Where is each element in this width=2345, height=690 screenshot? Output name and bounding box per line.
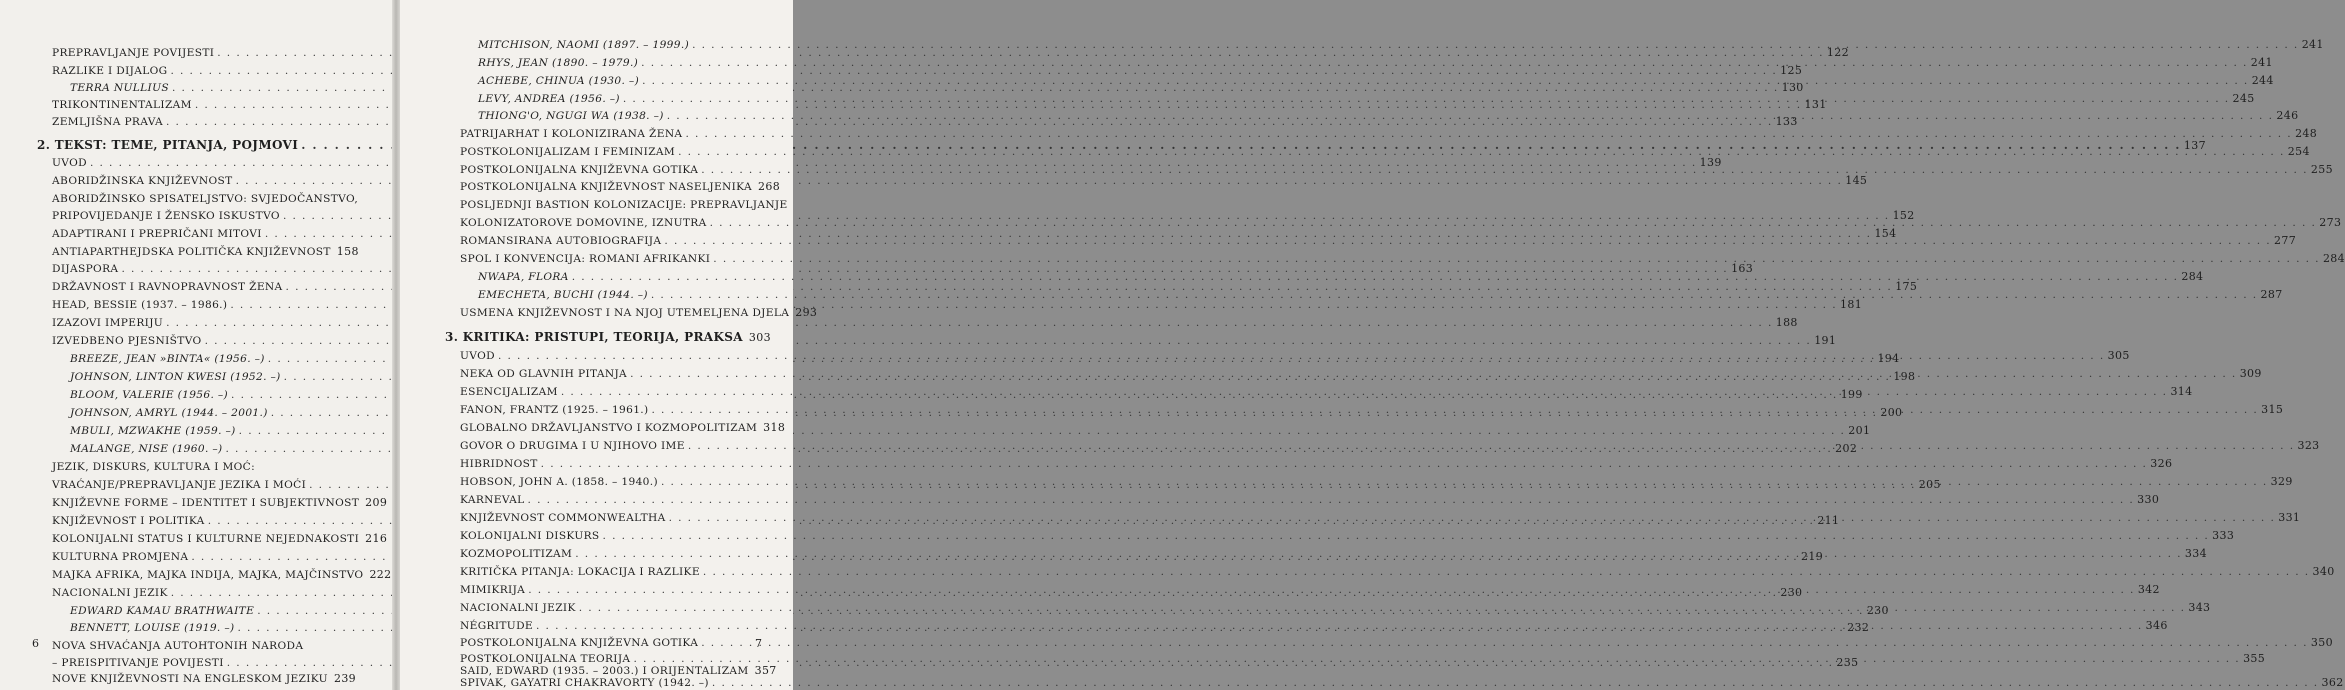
leader-dots bbox=[623, 92, 2230, 106]
toc-entry[interactable]: KOZMOPOLITIZAM . . . 334 bbox=[460, 547, 760, 561]
toc-entry[interactable]: ZEMLJIŠNA PRAVA . . . 133 bbox=[52, 115, 352, 129]
leader-dots bbox=[701, 636, 2308, 650]
toc-entry[interactable]: SPOL I KONVENCIJA: ROMANI AFRIKANKI . . . 284 bbox=[460, 252, 760, 266]
toc-entry-continued[interactable]: NOVA SHVAĆANJA AUTOHTONIH NARODA bbox=[52, 640, 304, 652]
leader-dots bbox=[713, 252, 2320, 266]
leader-dots bbox=[688, 439, 2295, 453]
leader-dots bbox=[561, 385, 2168, 399]
toc-entry[interactable]: NACIONALNI JEZIK . . . 343 bbox=[460, 601, 760, 615]
toc-entry[interactable]: DRŽAVNOST I RAVNOPRAVNOST ŽENA . . . 175 bbox=[52, 280, 352, 294]
toc-entry-continued[interactable]: JEZIK, DISKURS, KULTURA I MOĆ: bbox=[52, 461, 256, 473]
toc-subentry[interactable]: MBULI, MZWAKHE (1959. –) . . . 201 bbox=[70, 424, 352, 438]
toc-entry[interactable]: POSTKOLONIJALIZAM I FEMINIZAM . . . 254 bbox=[460, 145, 760, 159]
toc-entry[interactable]: VRAĆANJE/PREPRAVLJANJE JEZIKA I MOĆI . . . 205 bbox=[52, 478, 352, 492]
section-heading[interactable]: 2. TEKST: TEME, PITANJA, POJMOVI . . . 137 bbox=[37, 138, 352, 153]
toc-subentry[interactable]: NWAPA, FLORA . . . 284 bbox=[478, 270, 760, 284]
leader-dots bbox=[678, 145, 2285, 159]
toc-entry[interactable]: ROMANSIRANA AUTOBIOGRAFIJA . . . 277 bbox=[460, 234, 760, 248]
toc-entry[interactable]: NEKA OD GLAVNIH PITANJA . . . 309 bbox=[460, 367, 760, 381]
toc-subentry[interactable]: ACHEBE, CHINUA (1930. –) . . . 244 bbox=[478, 74, 760, 88]
toc-entry[interactable]: KNJIŽEVNE FORME – IDENTITET I SUBJEKTIVNOST 209 bbox=[52, 496, 388, 509]
toc-entry[interactable]: POSTKOLONIJALNA KNJIŽEVNOST NASELJENIKA 268 bbox=[460, 180, 781, 193]
toc-subentry[interactable]: JOHNSON, AMRYL (1944. – 2001.) . . . 200 bbox=[70, 406, 352, 420]
leader-dots bbox=[579, 601, 2186, 615]
toc-entry[interactable]: TRIKONTINENTALIZAM . . . 131 bbox=[52, 98, 352, 112]
leader-dots bbox=[528, 493, 2135, 507]
page-number: 6 bbox=[32, 637, 39, 650]
toc-entry[interactable]: GLOBALNO DRŽAVLJANSTVO I KOZMOPOLITIZAM 318 bbox=[460, 421, 786, 434]
toc-entry[interactable]: NACIONALNI JEZIK . . . 230 bbox=[52, 586, 352, 600]
toc-entry[interactable]: IZVEDBENO PJESNIŠTVO . . . 191 bbox=[52, 334, 352, 348]
toc-subentry[interactable]: TERRA NULLIUS . . . 130 bbox=[70, 81, 352, 95]
toc-entry[interactable]: HOBSON, JOHN A. (1858. – 1940.) . . . 329 bbox=[460, 475, 760, 489]
toc-entry[interactable]: FANON, FRANTZ (1925. – 1961.) . . . 315 bbox=[460, 403, 760, 417]
leader-dots bbox=[710, 216, 2317, 230]
toc-subentry[interactable]: MITCHISON, NAOMI (1897. – 1999.) . . . 241 bbox=[478, 38, 760, 52]
toc-entry-continued[interactable]: POSLJEDNJI BASTION KOLONIZACIJE: PREPRAVLJANJE bbox=[460, 199, 788, 211]
toc-entry[interactable]: ESENCIJALIZAM . . . 314 bbox=[460, 385, 760, 399]
toc-entry[interactable]: ADAPTIRANI I PREPRIČANI MITOVI . . . 154 bbox=[52, 227, 352, 241]
leader-dots bbox=[642, 74, 2249, 88]
toc-subentry[interactable]: RHYS, JEAN (1890. – 1979.) . . . 241 bbox=[478, 56, 760, 70]
toc-subentry[interactable]: LEVY, ANDREA (1956. –) . . . 245 bbox=[478, 92, 760, 106]
leader-dots bbox=[541, 457, 2148, 471]
toc-entry[interactable]: KOLONIJALNI STATUS I KULTURNE NEJEDNAKOSTI 216 bbox=[52, 532, 388, 545]
toc-entry[interactable]: SPIVAK, GAYATRI CHAKRAVORTY (1942. –) . . . 362 bbox=[460, 676, 760, 690]
leader-dots bbox=[669, 511, 2276, 525]
toc-subentry[interactable]: THIONG'O, NGUGI WA (1938. –) . . . 246 bbox=[478, 109, 760, 123]
toc-entry[interactable]: NOVE KNJIŽEVNOSTI NA ENGLESKOM JEZIKU 239 bbox=[52, 672, 357, 685]
leader-dots bbox=[630, 367, 2237, 381]
toc-entry[interactable]: SAID, EDWARD (1935. – 2003.) I ORIJENTALIZAM 357 bbox=[460, 664, 777, 677]
toc-entry-continued[interactable]: ABORIDŽINSKO SPISATELJSTVO: SVJEDOČANSTVO, bbox=[52, 193, 359, 205]
section-heading[interactable]: 3. KRITIKA: PRISTUPI, TEORIJA, PRAKSA 303 bbox=[445, 330, 771, 344]
toc-subentry[interactable]: BREEZE, JEAN »BINTA« (1956. –) . . . 194 bbox=[70, 352, 352, 366]
leader-dots bbox=[685, 127, 2292, 141]
toc-entry[interactable]: PRIPOVIJEDANJE I ŽENSKO ISKUSTVO . . . 152 bbox=[52, 209, 352, 223]
toc-entry[interactable]: UVOD . . . 305 bbox=[460, 349, 760, 363]
toc-subentry[interactable]: JOHNSON, LINTON KWESI (1952. –) . . . 198 bbox=[70, 370, 352, 384]
toc-entry[interactable]: HEAD, BESSIE (1937. – 1986.) . . . 181 bbox=[52, 298, 352, 312]
leader-dots bbox=[575, 547, 2182, 561]
toc-entry[interactable]: ANTIAPARTHEJDSKA POLITIČKA KNJIŽEVNOST 158 bbox=[52, 245, 359, 258]
leader-dots bbox=[692, 38, 2299, 52]
toc-entry[interactable]: ABORIDŽINSKA KNJIŽEVNOST . . . 145 bbox=[52, 174, 352, 188]
toc-entry[interactable]: NÉGRITUDE . . . 346 bbox=[460, 619, 760, 633]
leader-dots bbox=[652, 403, 2259, 417]
toc-entry[interactable]: POSTKOLONIJALNA KNJIŽEVNA GOTIKA . . . 350 bbox=[460, 636, 760, 650]
toc-entry[interactable]: GOVOR O DRUGIMA I U NJIHOVO IME . . . 323 bbox=[460, 439, 760, 453]
toc-entry[interactable]: USMENA KNJIŽEVNOST I NA NJOJ UTEMELJENA DJELA 293 bbox=[460, 306, 818, 319]
toc-entry[interactable]: PATRIJARHAT I KOLONIZIRANA ŽENA . . . 248 bbox=[460, 127, 760, 141]
toc-entry[interactable]: DIJASPORA . . . 163 bbox=[52, 262, 352, 276]
toc-entry[interactable]: KULTURNA PROMJENA . . . 219 bbox=[52, 550, 352, 564]
toc-entry[interactable]: KNJIŽEVNOST COMMONWEALTHA . . . 331 bbox=[460, 511, 760, 525]
toc-entry[interactable]: MIMIKRIJA . . . 342 bbox=[460, 583, 760, 597]
toc-entry[interactable]: IZAZOVI IMPERIJU . . . 188 bbox=[52, 316, 352, 330]
leader-dots bbox=[664, 234, 2271, 248]
leader-dots bbox=[572, 270, 2179, 284]
leader-dots bbox=[603, 529, 2210, 543]
toc-entry[interactable]: KARNEVAL . . . 330 bbox=[460, 493, 760, 507]
leader-dots bbox=[651, 288, 2258, 302]
leader-dots bbox=[712, 676, 2319, 690]
toc-entry[interactable]: HIBRIDNOST . . . 326 bbox=[460, 457, 760, 471]
leader-dots bbox=[701, 163, 2308, 177]
toc-entry[interactable]: KNJIŽEVNOST I POLITIKA . . . 211 bbox=[52, 514, 352, 528]
toc-entry[interactable]: POSTKOLONIJALNA TEORIJA . . . 355 bbox=[460, 652, 760, 666]
toc-subentry[interactable]: EMECHETA, BUCHI (1944. –) . . . 287 bbox=[478, 288, 760, 302]
toc-subentry[interactable]: BLOOM, VALERIE (1956. –) . . . 199 bbox=[70, 388, 352, 402]
leader-dots bbox=[703, 565, 2310, 579]
toc-entry[interactable]: POSTKOLONIJALNA KNJIŽEVNA GOTIKA . . . 255 bbox=[460, 163, 760, 177]
leader-dots bbox=[641, 56, 2248, 70]
toc-entry[interactable]: PREPRAVLJANJE POVIJESTI . . . 122 bbox=[52, 46, 352, 60]
toc-subentry[interactable]: MALANGE, NISE (1960. –) . . . 202 bbox=[70, 442, 352, 456]
toc-subentry[interactable]: EDWARD KAMAU BRATHWAITE . . . 230 bbox=[70, 604, 352, 618]
toc-subentry[interactable]: BENNETT, LOUISE (1919. –) . . . 232 bbox=[70, 621, 352, 635]
leader-dots bbox=[498, 349, 2105, 363]
toc-entry[interactable]: KRITIČKA PITANJA: LOKACIJA I RAZLIKE . . . 340 bbox=[460, 565, 760, 579]
toc-entry[interactable]: – PREISPITIVANJE POVIJESTI . . . 235 bbox=[52, 656, 352, 670]
toc-entry[interactable]: KOLONIJALNI DISKURS . . . 333 bbox=[460, 529, 760, 543]
leader-dots bbox=[528, 583, 2135, 597]
toc-entry[interactable]: RAZLIKE I DIJALOG . . . 125 bbox=[52, 64, 352, 78]
leader-dots bbox=[661, 475, 2268, 489]
leader-dots bbox=[536, 619, 2143, 633]
toc-entry[interactable]: UVOD . . . 139 bbox=[52, 156, 352, 170]
leader-dots bbox=[633, 652, 2240, 666]
toc-entry[interactable]: KOLONIZATOROVE DOMOVINE, IZNUTRA . . . 273 bbox=[460, 216, 760, 230]
page-number: 7 bbox=[755, 637, 762, 650]
book-gutter bbox=[392, 0, 400, 690]
leader-dots bbox=[667, 109, 2274, 123]
toc-entry[interactable]: MAJKA AFRIKA, MAJKA INDIJA, MAJKA, MAJČINSTVO 222 bbox=[52, 568, 392, 581]
